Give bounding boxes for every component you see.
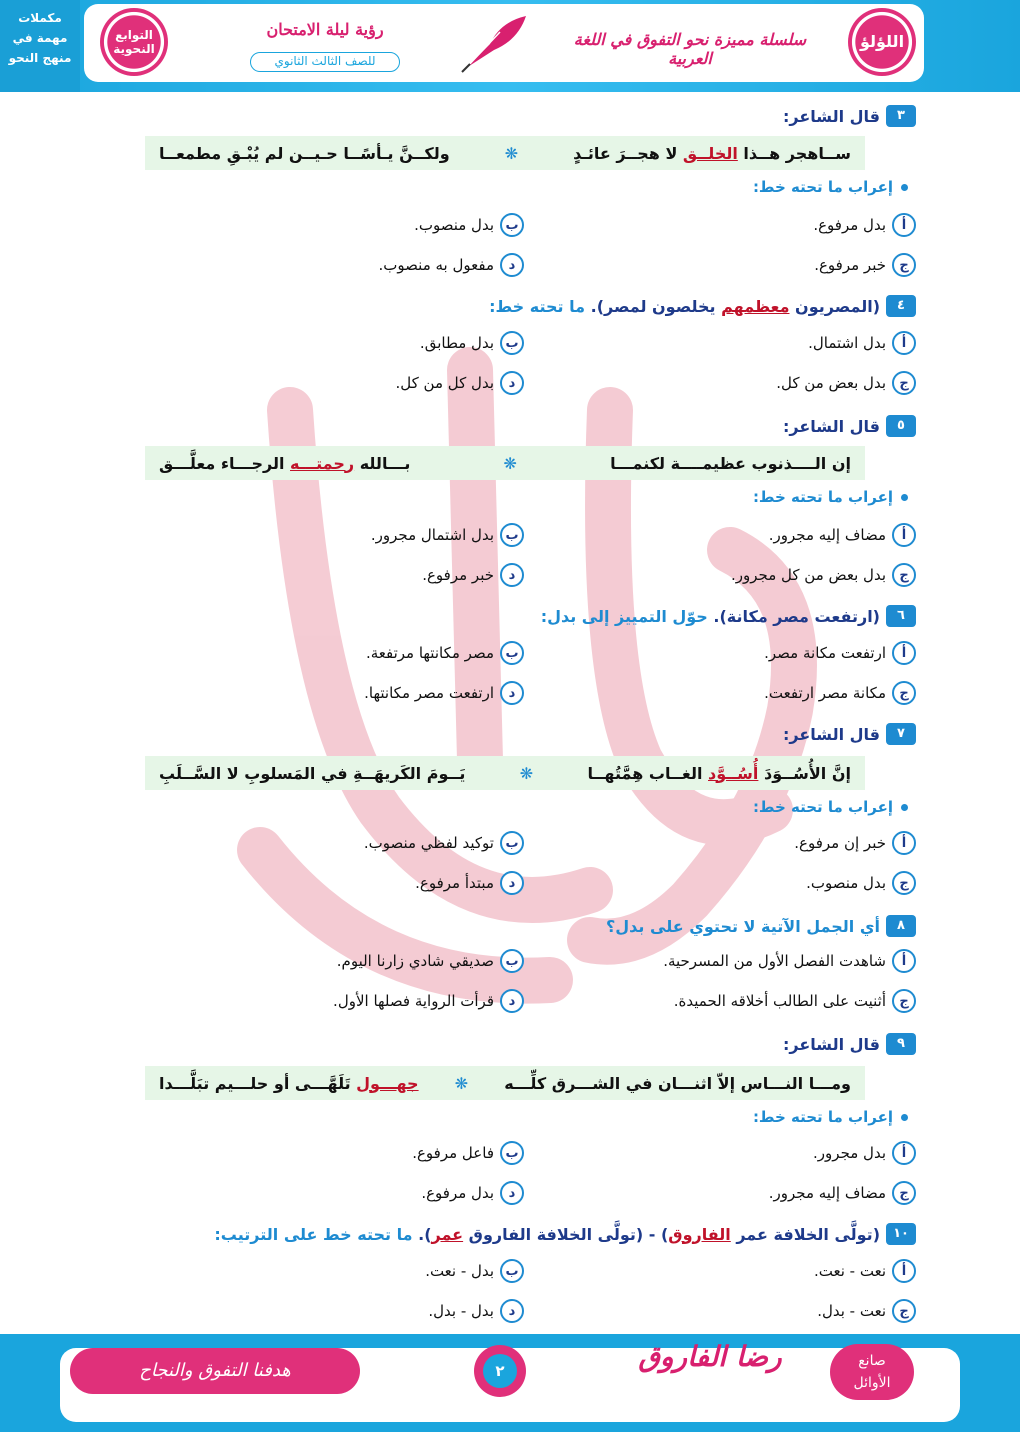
option-c[interactable] bbox=[817, 1296, 916, 1326]
option-letter: د bbox=[500, 371, 524, 395]
question-prompt: قال الشاعر: bbox=[783, 106, 880, 126]
question-number: ٥ bbox=[886, 415, 916, 437]
option-letter: أ bbox=[892, 523, 916, 547]
option-text: بدل منصوب. bbox=[414, 216, 494, 234]
option-d[interactable] bbox=[421, 1178, 524, 1208]
question-10-head bbox=[214, 1222, 916, 1246]
option-d[interactable] bbox=[364, 678, 524, 708]
option-letter: ب bbox=[500, 523, 524, 547]
option-text: بدل مطابق. bbox=[419, 334, 494, 352]
sub-question-text: إعراب ما تحته خط: bbox=[752, 178, 893, 196]
question-prompt: قال الشاعر: bbox=[783, 416, 880, 436]
option-a[interactable] bbox=[769, 520, 916, 550]
option-text: بدل اشتمال. bbox=[808, 334, 886, 352]
option-letter: د bbox=[500, 253, 524, 277]
option-text: بدل مرفوع. bbox=[813, 216, 886, 234]
option-text: توكيد لفظي منصوب. bbox=[363, 834, 494, 852]
option-text: مبتدأ مرفوع. bbox=[415, 874, 494, 892]
prompt-text: ). bbox=[418, 1224, 432, 1244]
option-c[interactable] bbox=[776, 368, 916, 398]
option-text: نعت - بدل. bbox=[817, 1302, 886, 1320]
option-text: مكانة مصر ارتفعت. bbox=[764, 684, 886, 702]
brand-logo-text: اللؤلؤ bbox=[859, 32, 905, 51]
option-b[interactable] bbox=[412, 1138, 524, 1168]
verse-separator-icon: ❋ bbox=[454, 1073, 469, 1093]
question-number: ٩ bbox=[886, 1033, 916, 1055]
option-letter: ج bbox=[892, 871, 916, 895]
option-letter: ب bbox=[500, 641, 524, 665]
option-letter: أ bbox=[892, 949, 916, 973]
prompt-instruction: ما تحته خط: bbox=[489, 296, 591, 316]
verse-text: الغــاب هِمَّتُهــا bbox=[587, 763, 708, 783]
option-b[interactable] bbox=[414, 210, 524, 240]
series-title: سلسلة مميزة نحو التفوق في اللغة العربية bbox=[573, 30, 807, 68]
verse-text: الرجـــاء معلَّـــق bbox=[159, 453, 291, 473]
option-a[interactable] bbox=[794, 828, 916, 858]
option-c[interactable] bbox=[764, 678, 916, 708]
option-d[interactable] bbox=[415, 868, 524, 898]
author-name: رضا الفاروق bbox=[638, 1340, 782, 1373]
option-c[interactable] bbox=[731, 560, 916, 590]
verse-first-hemistich bbox=[573, 144, 851, 163]
option-b[interactable] bbox=[425, 1256, 524, 1286]
underlined-word: رحمتـــه bbox=[290, 453, 355, 473]
option-text: شاهدت الفصل الأول من المسرحية. bbox=[663, 952, 886, 970]
option-b[interactable] bbox=[366, 638, 524, 668]
option-letter: أ bbox=[892, 1259, 916, 1283]
question-8-head bbox=[606, 914, 916, 938]
option-letter: ب bbox=[500, 1259, 524, 1283]
grade-label: للصف الثالث الثانوي bbox=[250, 52, 400, 72]
option-letter: د bbox=[500, 871, 524, 895]
underlined-word: عمر bbox=[431, 1224, 464, 1244]
prompt-text: (تولَّى الخلافة عمر bbox=[730, 1224, 880, 1244]
option-letter: ج bbox=[892, 1181, 916, 1205]
question-7-head bbox=[783, 722, 916, 746]
option-text: خبر مرفوع. bbox=[422, 566, 494, 584]
option-c[interactable] bbox=[806, 868, 916, 898]
option-text: بدل كل من كل. bbox=[395, 374, 494, 392]
sub-question bbox=[753, 176, 908, 198]
prompt-text: ) - (تولَّى الخلافة الفاروق bbox=[463, 1224, 669, 1244]
option-text: قرأت الرواية فصلها الأول. bbox=[333, 992, 494, 1010]
question-6-head bbox=[541, 604, 916, 628]
sub-question-text: إعراب ما تحته خط: bbox=[752, 798, 893, 816]
verse-first-hemistich: إن الــــذنوب عظيمــــة لكنمـــا bbox=[610, 453, 851, 473]
option-d[interactable] bbox=[333, 986, 524, 1016]
question-number: ١٠ bbox=[886, 1223, 916, 1245]
bullet-icon bbox=[901, 494, 908, 501]
curriculum-corner-box bbox=[0, 0, 80, 92]
verse-separator-icon: ❋ bbox=[519, 763, 534, 783]
question-number: ٨ bbox=[886, 915, 916, 937]
option-c[interactable] bbox=[769, 1178, 916, 1208]
option-text: خبر مرفوع. bbox=[814, 256, 886, 274]
option-text: بدل منصوب. bbox=[806, 874, 886, 892]
prompt-instruction: حوّل التمييز إلى بدل: bbox=[540, 606, 714, 626]
option-a[interactable] bbox=[808, 328, 916, 358]
verse-line bbox=[145, 136, 865, 170]
option-letter: أ bbox=[892, 213, 916, 237]
verse-second-hemistich bbox=[159, 1074, 419, 1093]
option-letter: أ bbox=[892, 331, 916, 355]
option-letter: ب bbox=[500, 831, 524, 855]
vision-title: رؤية ليلة الامتحان bbox=[266, 20, 384, 39]
option-a[interactable] bbox=[764, 638, 916, 668]
question-prompt bbox=[489, 297, 880, 316]
topic-seal-text: التوابع النحوية bbox=[113, 28, 155, 56]
question-prompt: قال الشاعر: bbox=[783, 724, 880, 744]
option-letter: د bbox=[500, 681, 524, 705]
option-text: خبر إن مرفوع. bbox=[794, 834, 886, 852]
option-d[interactable] bbox=[428, 1296, 524, 1326]
option-letter: د bbox=[500, 989, 524, 1013]
option-a[interactable] bbox=[813, 1138, 916, 1168]
maker-badge bbox=[830, 1344, 914, 1400]
option-letter: أ bbox=[892, 1141, 916, 1165]
verse-first-hemistich: ومـــا النـــاس إلاّ اثنـــان في الشـــرق كلِّـــه bbox=[504, 1073, 851, 1093]
option-letter: أ bbox=[892, 831, 916, 855]
option-letter: ج bbox=[892, 563, 916, 587]
option-a[interactable] bbox=[813, 210, 916, 240]
sub-question bbox=[753, 796, 908, 818]
option-b[interactable] bbox=[364, 828, 524, 858]
option-text: مصر مكانتها مرتفعة. bbox=[365, 644, 494, 662]
question-prompt bbox=[541, 607, 880, 626]
verse-text: تَلَهَّـــى أو حلـــيم تبَلَّـــدا bbox=[159, 1073, 357, 1093]
option-letter: أ bbox=[892, 641, 916, 665]
option-text: بدل - نعت. bbox=[425, 1262, 494, 1280]
verse-second-hemistich: ولكــنَّ يـأسًــا حـيــن لم يُبْـقِ مطمعــا bbox=[159, 143, 450, 163]
option-letter: ب bbox=[500, 949, 524, 973]
question-number: ٤ bbox=[886, 295, 916, 317]
verse-separator-icon: ❋ bbox=[504, 143, 519, 163]
question-number: ٦ bbox=[886, 605, 916, 627]
verse-separator-icon: ❋ bbox=[503, 453, 517, 473]
option-letter: ب bbox=[500, 1141, 524, 1165]
verse-line bbox=[145, 446, 865, 480]
option-b[interactable] bbox=[371, 520, 524, 550]
underlined-word: أُسُــوَّد bbox=[708, 763, 759, 783]
sub-question-text: إعراب ما تحته خط: bbox=[752, 1108, 893, 1126]
question-9-head bbox=[783, 1032, 916, 1056]
option-d[interactable] bbox=[396, 368, 524, 398]
quill-pen-icon bbox=[460, 10, 530, 74]
question-number: ٣ bbox=[886, 105, 916, 127]
option-b[interactable] bbox=[337, 946, 524, 976]
option-text: بدل - بدل. bbox=[428, 1302, 494, 1320]
underlined-word: الخلــق bbox=[682, 143, 738, 163]
option-d[interactable] bbox=[379, 250, 524, 280]
option-letter: ج bbox=[892, 1299, 916, 1323]
option-letter: ج bbox=[892, 253, 916, 277]
question-5-head bbox=[783, 414, 916, 438]
question-number: ٧ bbox=[886, 723, 916, 745]
option-letter: ب bbox=[500, 213, 524, 237]
option-text: صديقي شادي زارنا اليوم. bbox=[336, 952, 494, 970]
prompt-instruction: ما تحته خط على الترتيب: bbox=[214, 1224, 419, 1244]
brand-logo bbox=[848, 8, 916, 76]
verse-text: إنَّ الأُسُــوَدَ bbox=[758, 763, 851, 783]
option-letter: ج bbox=[892, 371, 916, 395]
question-prompt bbox=[214, 1225, 880, 1244]
question-prompt: قال الشاعر: bbox=[783, 1034, 880, 1054]
topic-seal bbox=[100, 8, 168, 76]
option-letter: ب bbox=[500, 331, 524, 355]
page-number-badge bbox=[474, 1345, 526, 1397]
verse-text: بـــالله bbox=[354, 453, 411, 473]
option-text: أثنيت على الطالب أخلاقه الحميدة. bbox=[673, 992, 886, 1010]
corner-line-2: مهمة في bbox=[12, 31, 68, 45]
question-4-head bbox=[489, 294, 916, 318]
option-text: ارتفعت مصر مكانتها. bbox=[364, 684, 494, 702]
option-d[interactable] bbox=[422, 560, 524, 590]
bullet-icon bbox=[901, 804, 908, 811]
bullet-icon bbox=[901, 1114, 908, 1121]
option-letter: ج bbox=[892, 989, 916, 1013]
underlined-word: معظمهم bbox=[721, 296, 790, 316]
option-c[interactable] bbox=[674, 986, 916, 1016]
option-letter: ج bbox=[892, 681, 916, 705]
option-text: بدل مرفوع. bbox=[421, 1184, 494, 1202]
option-b[interactable] bbox=[420, 328, 524, 358]
option-letter: د bbox=[500, 1299, 524, 1323]
option-text: ارتفعت مكانة مصر. bbox=[764, 644, 886, 662]
option-letter: د bbox=[500, 1181, 524, 1205]
underlined-word: الفاروق bbox=[668, 1224, 731, 1244]
maker-line-2: الأوائل bbox=[853, 1375, 891, 1391]
option-text: بدل مجرور. bbox=[813, 1144, 886, 1162]
option-text: بدل اشتمال مجرور. bbox=[370, 526, 494, 544]
option-text: مضاف إليه مجرور. bbox=[768, 1184, 886, 1202]
option-text: مضاف إليه مجرور. bbox=[768, 526, 886, 544]
underlined-word: جهـــول bbox=[356, 1073, 419, 1093]
prompt-text: (ارتفعت مصر مكانة). bbox=[713, 606, 880, 626]
verse-second-hemistich bbox=[159, 454, 410, 473]
verse-line bbox=[145, 756, 865, 790]
option-text: بدل بعض من كل مجرور. bbox=[730, 566, 886, 584]
option-text: نعت - نعت. bbox=[814, 1262, 886, 1280]
slogan-banner: هدفنا التفوق والنجاح bbox=[70, 1348, 360, 1394]
option-text: بدل بعض من كل. bbox=[776, 374, 886, 392]
option-letter: د bbox=[500, 563, 524, 587]
verse-line bbox=[145, 1066, 865, 1100]
option-a[interactable] bbox=[814, 1256, 916, 1286]
verse-second-hemistich: يَــومَ الكَريهَــةِ في المَسلوبِ لا السَّــلَبِ bbox=[159, 763, 466, 783]
bullet-icon bbox=[901, 184, 908, 191]
page-header bbox=[0, 0, 1020, 92]
option-text: فاعل مرفوع. bbox=[412, 1144, 494, 1162]
verse-text: ســاهجر هــذا bbox=[737, 143, 851, 163]
corner-line-1: مكملات bbox=[18, 11, 62, 25]
sub-question bbox=[753, 486, 908, 508]
question-sheet bbox=[0, 96, 1020, 1326]
corner-line-3: منهج النحو bbox=[8, 51, 72, 65]
question-prompt: أي الجمل الآتية لا تحتوي على بدل؟ bbox=[606, 916, 880, 936]
option-a[interactable] bbox=[663, 946, 916, 976]
page-footer bbox=[0, 1334, 1020, 1432]
prompt-text: (المصريون bbox=[789, 296, 880, 316]
sub-question bbox=[753, 1106, 908, 1128]
option-text: مفعول به منصوب. bbox=[378, 256, 494, 274]
sub-question-text: إعراب ما تحته خط: bbox=[752, 488, 893, 506]
page-number: ٢ bbox=[483, 1354, 517, 1388]
verse-first-hemistich bbox=[587, 764, 851, 783]
question-3-head bbox=[783, 104, 916, 128]
prompt-text: يخلصون لمصر). bbox=[590, 296, 722, 316]
option-c[interactable] bbox=[814, 250, 916, 280]
verse-text: لا هجــرَ عائـدٍ bbox=[573, 143, 683, 163]
maker-line-1: صانع bbox=[858, 1353, 886, 1369]
